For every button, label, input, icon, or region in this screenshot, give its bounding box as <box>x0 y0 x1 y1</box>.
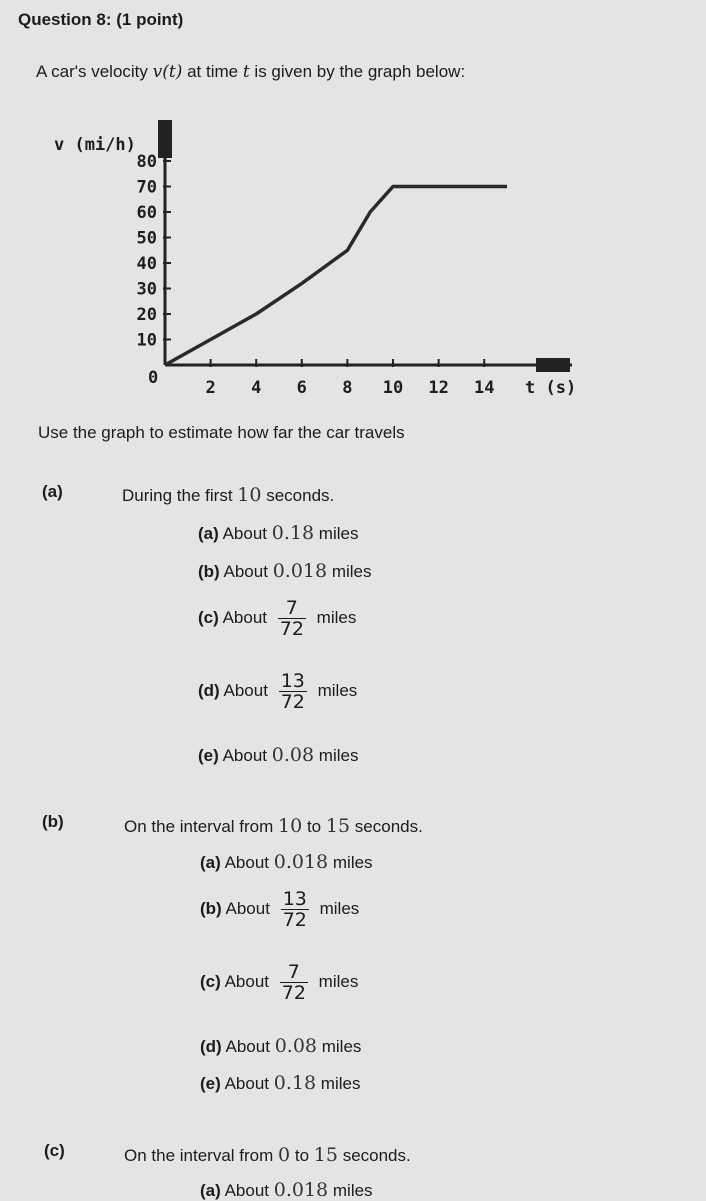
option-suffix: miles <box>317 680 358 700</box>
part-c-option-a[interactable] <box>200 1179 373 1201</box>
option-fraction <box>280 962 308 1003</box>
fraction-denominator: 72 <box>281 982 306 1004</box>
part-b-option-a[interactable] <box>200 851 373 873</box>
option-prefix: About <box>223 680 268 700</box>
y-tick-label: 10 <box>136 330 157 351</box>
part-a-option-a[interactable] <box>198 522 358 544</box>
option-letter: (b) <box>200 898 222 918</box>
option-prefix: About <box>225 898 270 918</box>
time-variable: t <box>242 62 250 82</box>
option-value: 0.18 <box>273 1072 317 1094</box>
x-axis-label: t (s) <box>525 378 577 398</box>
option-suffix: miles <box>319 898 360 918</box>
y-axis-label: v (mi/h) <box>54 135 136 155</box>
option-letter: (a) <box>198 524 219 543</box>
part-b-text-mid: to <box>306 817 322 836</box>
option-prefix: About <box>222 524 268 543</box>
intro-text-start: A car's velocity <box>36 62 148 81</box>
part-b-option-e[interactable] <box>200 1072 360 1094</box>
y-tick-label: 80 <box>136 152 157 172</box>
y-tick-label: 20 <box>136 305 157 325</box>
y-tick-label: 50 <box>136 228 157 249</box>
option-suffix: miles <box>320 1074 361 1093</box>
option-prefix: About <box>223 562 268 581</box>
instruction-text: Use the graph to estimate how far the car travels <box>38 423 405 442</box>
part-b-num-end: 15 <box>325 815 351 837</box>
fraction-numerator: 13 <box>280 670 305 692</box>
part-a-label: (a) <box>42 482 63 501</box>
part-b-text-start: On the interval from <box>124 817 274 836</box>
option-prefix: About <box>224 1181 270 1200</box>
option-suffix: miles <box>316 607 357 627</box>
option-letter: (a) <box>200 1181 221 1200</box>
x-tick-label: 2 <box>205 378 216 398</box>
option-suffix: miles <box>321 1037 362 1056</box>
part-a-option-c[interactable] <box>198 598 356 639</box>
part-a-text-start: During the first <box>122 486 233 505</box>
part-a-option-b[interactable] <box>198 560 372 582</box>
velocity-graph <box>40 108 580 408</box>
option-suffix: miles <box>318 971 359 991</box>
option-letter: (a) <box>200 853 221 872</box>
velocity-curve <box>165 187 507 366</box>
part-a-prompt <box>122 484 334 506</box>
option-prefix: About <box>225 1037 270 1056</box>
origin-label: 0 <box>148 368 159 388</box>
x-tick-label: 10 <box>382 378 404 398</box>
option-prefix: About <box>224 971 270 991</box>
option-suffix: miles <box>318 524 359 543</box>
part-c-text-end: seconds. <box>342 1146 411 1165</box>
part-b-option-d[interactable] <box>200 1035 361 1057</box>
option-value: 0.018 <box>273 851 329 873</box>
y-tick-label: 40 <box>136 254 157 274</box>
option-suffix: miles <box>332 1181 373 1200</box>
option-value: 0.08 <box>271 744 315 766</box>
fraction-denominator: 72 <box>280 691 305 713</box>
intro-text-end: is given by the graph below: <box>254 62 466 81</box>
x-tick-label: 8 <box>342 378 353 398</box>
option-value: 0.18 <box>271 522 315 544</box>
fraction-denominator: 72 <box>282 909 307 931</box>
part-c-num-start: 0 <box>278 1144 291 1166</box>
part-c-text-start: On the interval from <box>124 1146 274 1165</box>
y-tick-label: 60 <box>136 203 157 223</box>
part-b-option-b[interactable] <box>200 889 359 930</box>
option-prefix: About <box>224 853 270 872</box>
y-axis-arrow <box>158 120 172 158</box>
x-tick-label: 4 <box>251 378 262 398</box>
fraction-denominator: 72 <box>279 618 304 640</box>
option-value: 0.018 <box>272 560 328 582</box>
velocity-function: v(t) <box>152 62 183 82</box>
fraction-numerator: 13 <box>282 888 307 910</box>
part-b-prompt <box>124 815 423 837</box>
option-suffix: miles <box>331 562 372 581</box>
option-letter: (e) <box>200 1074 221 1093</box>
option-fraction <box>281 889 309 930</box>
option-prefix: About <box>222 607 268 627</box>
part-b-text-end: seconds. <box>354 817 423 836</box>
option-prefix: About <box>224 1074 270 1093</box>
fraction-numerator: 7 <box>280 962 308 983</box>
option-letter: (d) <box>198 680 220 700</box>
question-intro <box>36 62 465 82</box>
part-c-prompt <box>124 1144 411 1166</box>
part-a-option-e[interactable] <box>198 744 358 766</box>
part-b-option-c[interactable] <box>200 962 358 1003</box>
part-a-option-d[interactable] <box>198 671 357 712</box>
part-b-label: (b) <box>42 812 64 831</box>
intro-text-mid: at time <box>187 62 239 81</box>
option-prefix: About <box>222 746 268 765</box>
option-letter: (b) <box>198 562 220 581</box>
part-a-num: 10 <box>237 484 262 506</box>
part-c-num-end: 15 <box>313 1144 338 1166</box>
question-title: Question 8: (1 point) <box>18 10 184 29</box>
option-suffix: miles <box>332 853 373 872</box>
option-fraction <box>278 598 306 639</box>
option-letter: (c) <box>200 971 221 991</box>
fraction-numerator: 7 <box>278 598 306 619</box>
option-value: 0.018 <box>273 1179 329 1201</box>
part-b-num-start: 10 <box>278 815 303 837</box>
x-axis-arrow <box>536 358 570 372</box>
option-value: 0.08 <box>274 1035 317 1057</box>
option-letter: (c) <box>198 607 219 627</box>
x-tick-label: 12 <box>428 378 449 398</box>
option-suffix: miles <box>318 746 359 765</box>
option-fraction <box>279 671 307 712</box>
x-tick-label: 14 <box>473 378 495 398</box>
option-letter: (e) <box>198 746 219 765</box>
part-a-text-end: seconds. <box>266 486 335 505</box>
part-c-text-mid: to <box>294 1146 310 1165</box>
part-c-label: (c) <box>44 1141 65 1160</box>
y-tick-label: 30 <box>136 279 157 300</box>
option-letter: (d) <box>200 1037 222 1056</box>
y-tick-label: 70 <box>136 177 157 198</box>
x-tick-label: 6 <box>296 378 307 398</box>
